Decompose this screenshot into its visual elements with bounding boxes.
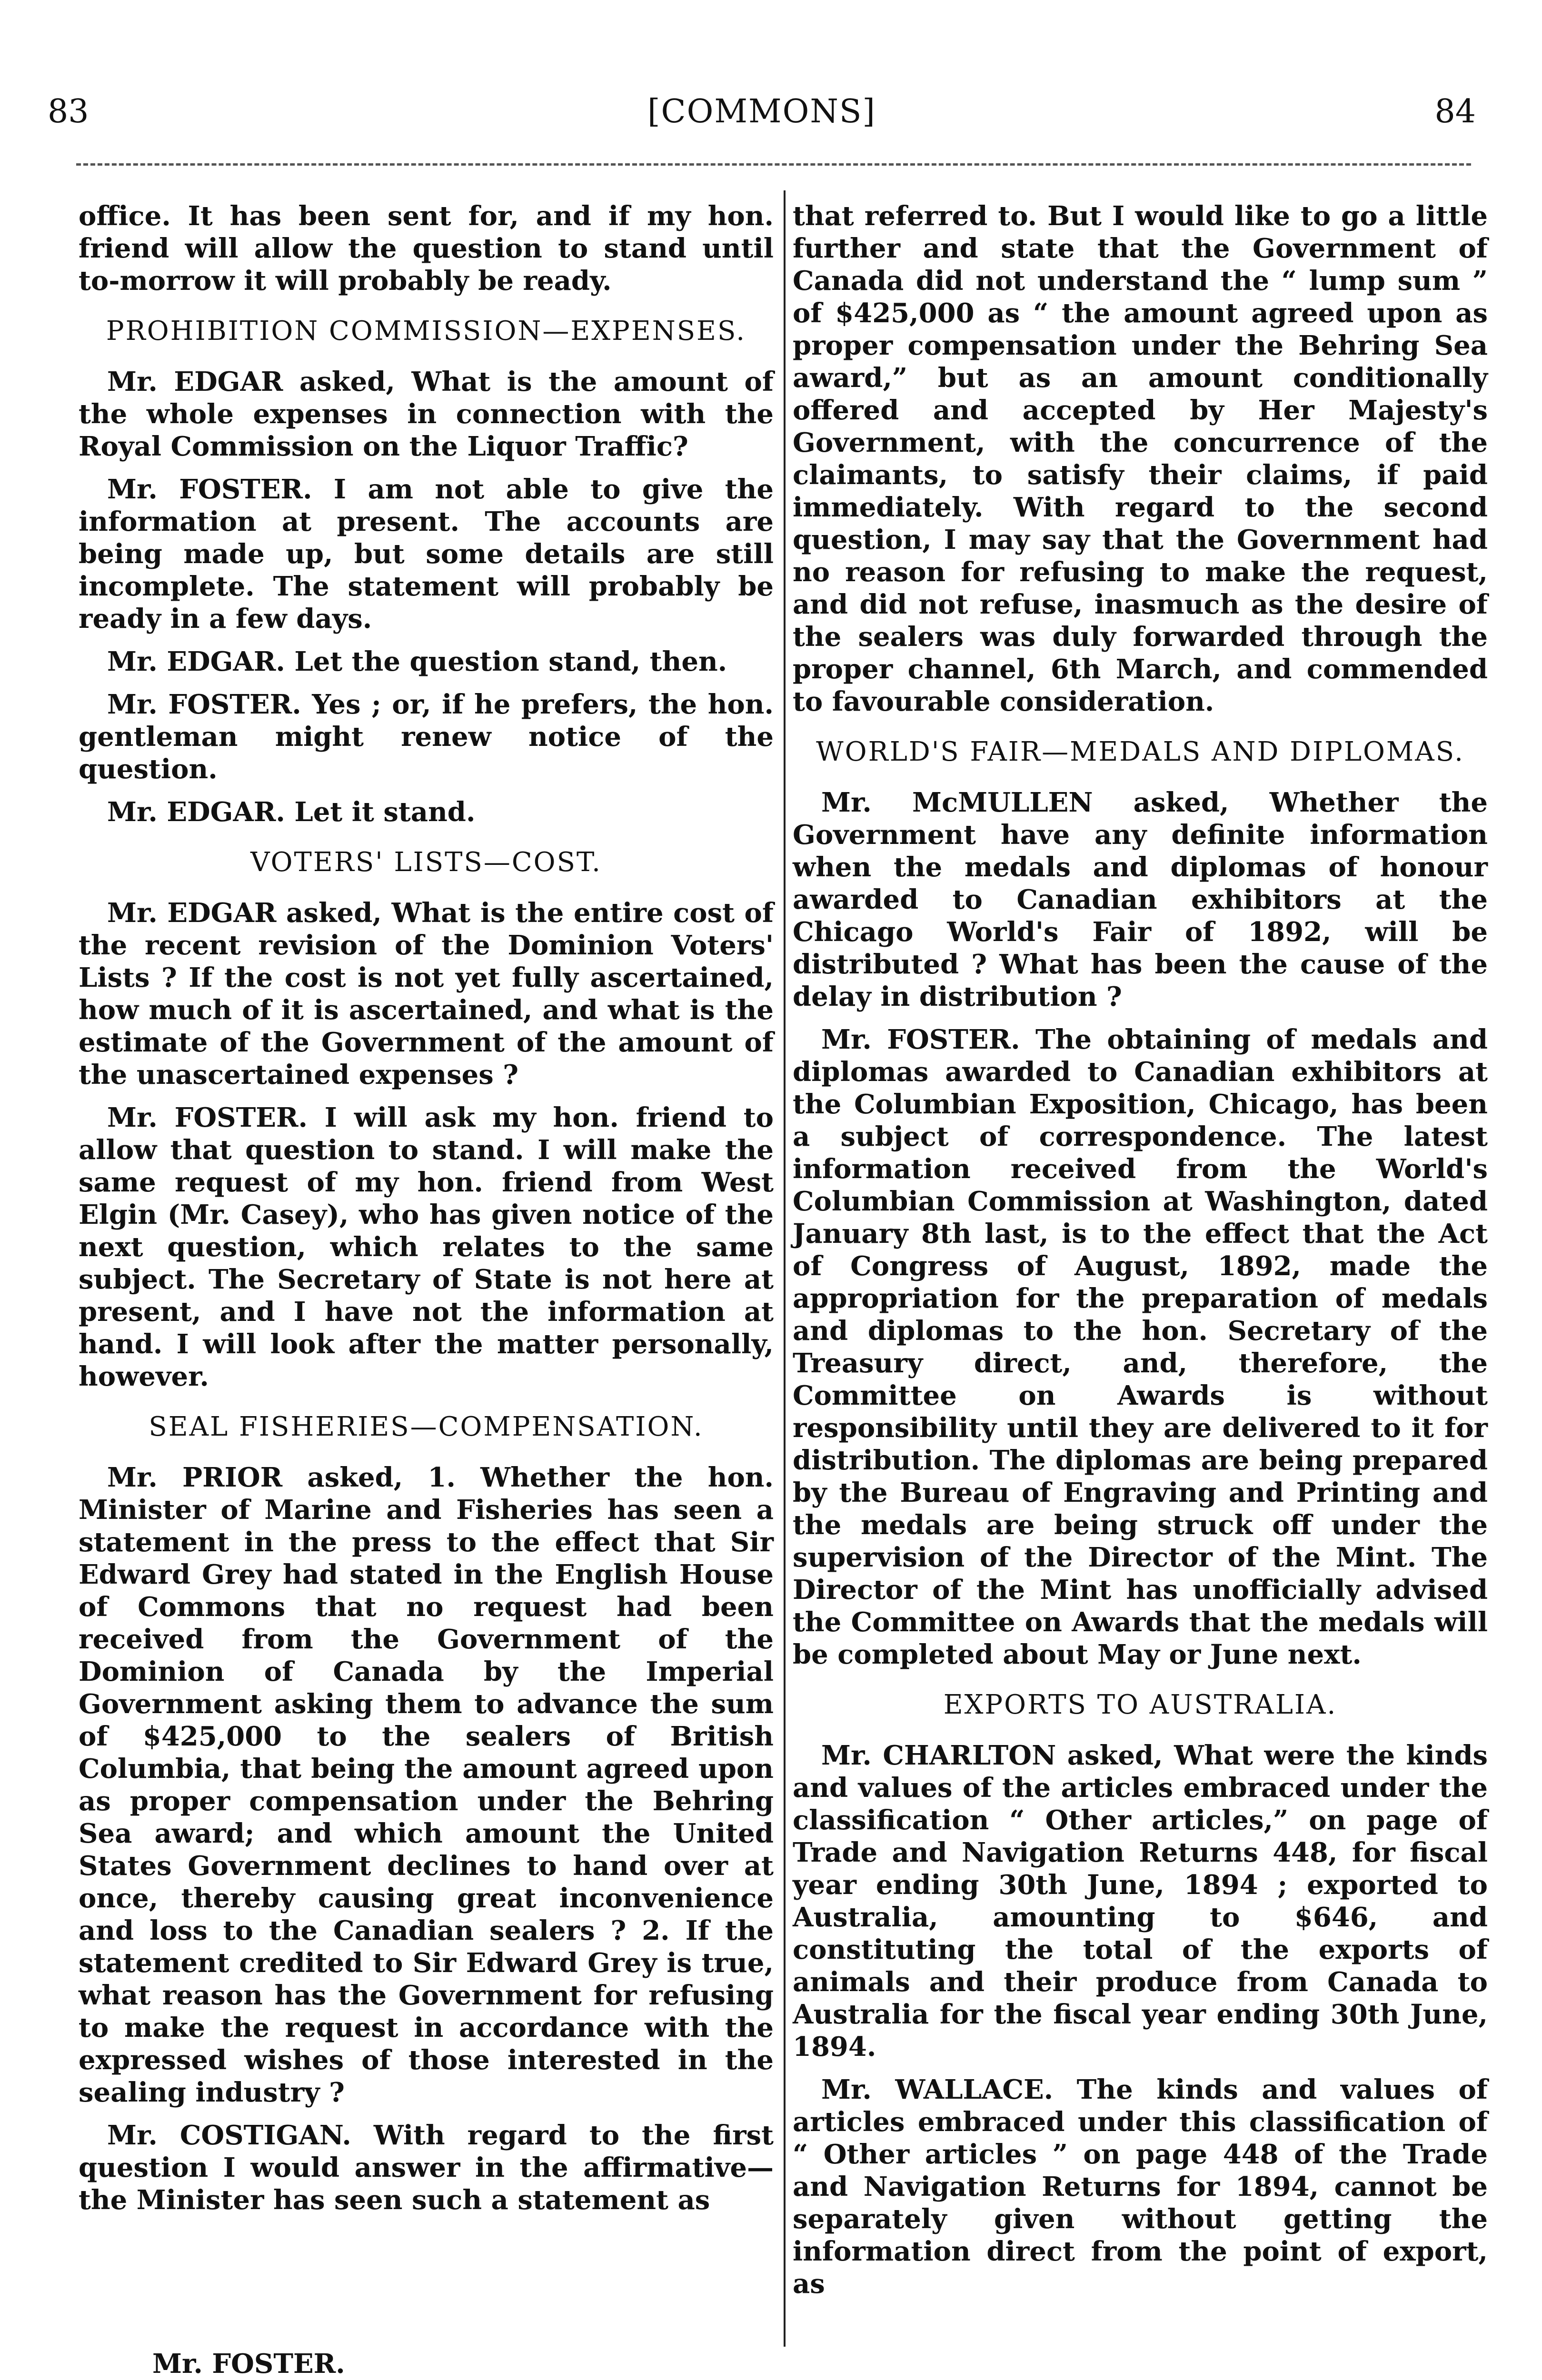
paragraph: Mr. FOSTER. The obtaining of medals and diplomas awarded to Canadian exhibitors at the Columbian Exposition, Chicago, has been a subject of correspondence. The latest information received from the World's Columbian Commission at Washington, dated January 8th last, is to the effect that the Act of Congress of August, 1892, made the appropriation for the preparation of medals and diplomas to the hon. Secretary of the Treasury direct, and, therefore, the Committee on Awards is without responsibility until they are delivered to it for distribution. The diplomas are being prepared by the Bureau of Engraving and Printing and the medals are being struck off under the supervision of the Director of the Mint. The Director of the Mint has unofficially advised the Committee on Awards that the medals will be completed about May or June next.: [793, 1024, 1488, 1670]
section-heading: PROHIBITION COMMISSION—EXPENSES.: [106, 316, 746, 347]
paragraph: Mr. WALLACE. The kinds and values of articles embraced under this classification of “ Other articles ” on page 448 of the Trade and Navigation Returns for 1894, cannot be separately given without getting the information direct from the point of export, as: [793, 2074, 1488, 2300]
catchword: Mr. FOSTER.: [152, 2348, 345, 2380]
paragraph: Mr. EDGAR asked, What is the amount of the whole expenses in connection with the Royal Commission on the Liquor Traffic?: [79, 366, 774, 462]
paragraph: Mr. COSTIGAN. With regard to the first question I would answer in the affirmative—the Minister has seen such a statement as: [79, 2120, 774, 2216]
column-divider: [784, 190, 786, 2347]
page-title: [COMMONS]: [647, 93, 876, 130]
paragraph: Mr. EDGAR. Let the question stand, then.: [107, 646, 727, 677]
paragraph: Mr. CHARLTON asked, What were the kinds and values of the articles embraced under the classification “ Other articles,” on page of Trade and Navigation Returns 448, for fiscal year ending 30th June, 1894 ; exported to Australia, amounting to $646, and constituting the total of the exports of animals and their produce from Canada to Australia for the fiscal year ending 30th June, 1894.: [793, 1740, 1488, 2063]
paragraph: Mr. McMULLEN asked, Whether the Government have any definite information when the medals and diplomas of honour awarded to Canadian exhibitors at the Chicago World's Fair of 1892, will be distributed ? What has been the cause of the delay in distribution ?: [793, 787, 1488, 1012]
section-heading: EXPORTS TO AUSTRALIA.: [943, 1689, 1337, 1720]
left-column: [79, 200, 774, 2227]
page-number-left: 83: [48, 93, 89, 130]
section-heading: SEAL FISHERIES—COMPENSATION.: [149, 1411, 704, 1442]
paragraph: Mr. EDGAR asked, What is the entire cost of the recent revision of the Dominion Voters' Lists ? If the cost is not yet fully ascertained, how much of it is ascertained, and what is the estimate of the Government of the amount of the unascertained expenses ?: [79, 897, 774, 1091]
paragraph: Mr. PRIOR asked, 1. Whether the hon. Minister of Marine and Fisheries has seen a statement in the press to the effect that Sir Edward Grey had stated in the English House of Commons that no request had been received from the Government of the Dominion of Canada by the Imperial Government asking them to advance the sum of $425,000 to the sealers of British Columbia, that being the amount agreed upon as proper compensation under the Behring Sea award; and which amount the United States Government declines to hand over at once, thereby causing great inconvenience and loss to the Canadian sealers ? 2. If the statement credited to Sir Edward Grey is true, what reason has the Government for refusing to make the request in accordance with the expressed wishes of those interested in the sealing industry ?: [79, 1462, 774, 2108]
page-header: [48, 90, 1476, 148]
paragraph: Mr. EDGAR. Let it stand.: [107, 796, 476, 828]
paragraph: Mr. FOSTER. Yes ; or, if he prefers, the hon. gentleman might renew notice of the question.: [79, 689, 774, 785]
right-column: [793, 200, 1488, 2311]
paragraph: that referred to. But I would like to go a little further and state that the Government of Canada did not understand the “ lump sum ” of $425,000 as “ the amount agreed upon as proper compensation under the Behring Sea award,” but as an amount conditionally offered and accepted by Her Majesty's Government, with the concurrence of the claimants, to satisfy their claims, if paid immediately. With regard to the second question, I may say that the Government had no reason for refusing to make the request, and did not refuse, inasmuch as the desire of the sealers was duly forwarded through the proper channel, 6th March, and commended to favourable consideration.: [793, 200, 1488, 717]
paragraph: Mr. FOSTER. I will ask my hon. friend to allow that question to stand. I will make the same request of my hon. friend from West Elgin (Mr. Casey), who has given notice of the next question, which relates to the same subject. The Secretary of State is not here at present, and I have not the information at hand. I will look after the matter personally, however.: [79, 1102, 774, 1392]
section-heading: WORLD'S FAIR—MEDALS AND DIPLOMAS.: [816, 736, 1464, 767]
section-heading: VOTERS' LISTS—COST.: [250, 847, 602, 878]
paragraph: Mr. FOSTER. I am not able to give the information at present. The accounts are being made up, but some details are still incomplete. The statement will probably be ready in a few days.: [79, 474, 774, 635]
paragraph: office. It has been sent for, and if my hon. friend will allow the question to stand until to-morrow it will probably be ready.: [79, 200, 774, 297]
page-number-right: 84: [1434, 93, 1476, 130]
header-rule: [76, 163, 1471, 166]
